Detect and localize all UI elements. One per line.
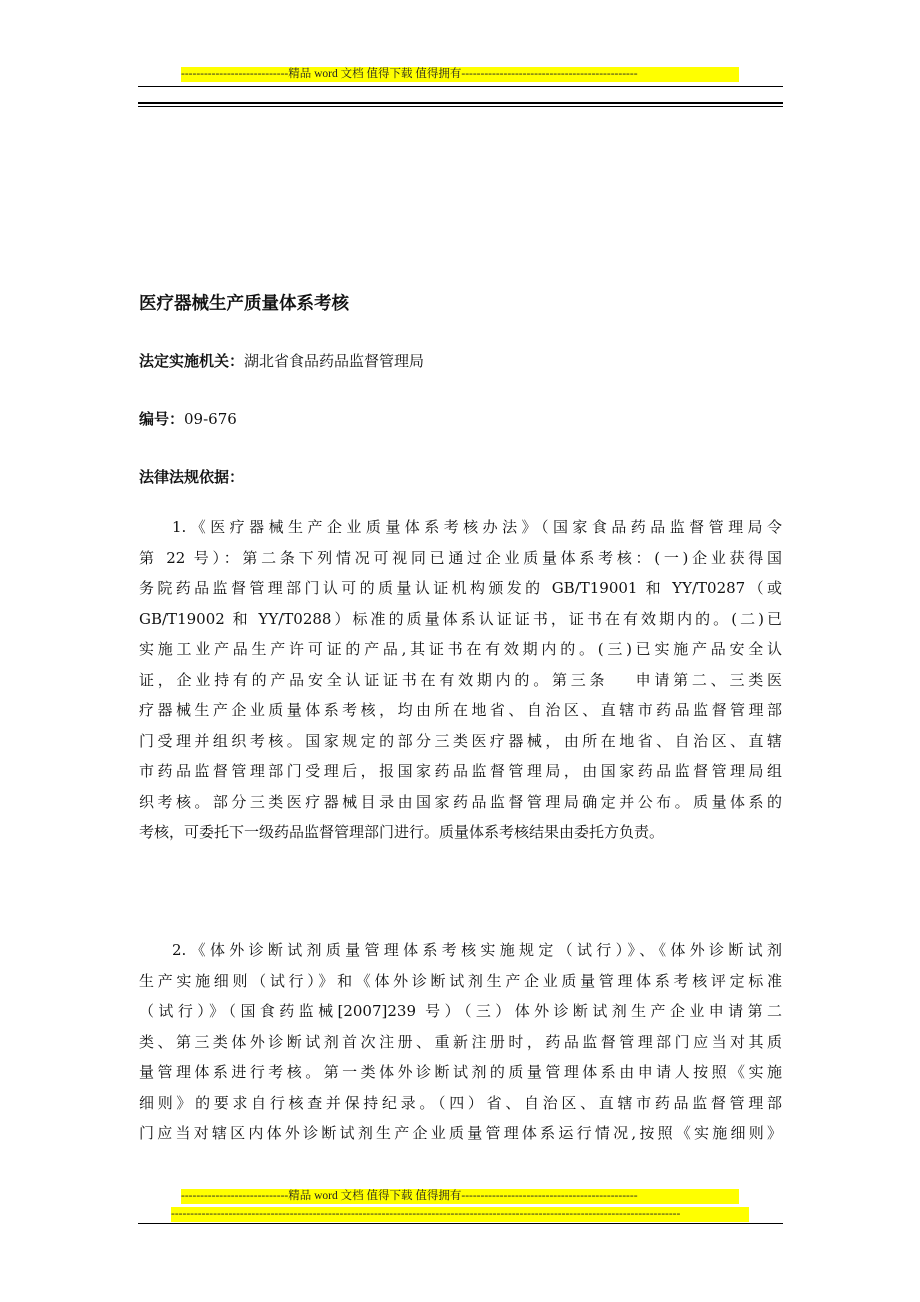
field-legal-basis-label: 法律法规依据：	[139, 468, 245, 486]
paragraph-line: GB/T19002 和 YY/T0288）标准的质量体系认证证书，证书在有效期内的。(二)已	[139, 609, 782, 628]
field-legal-basis	[139, 466, 244, 487]
field-number	[139, 408, 237, 429]
field-number-label: 编号：	[139, 410, 185, 428]
field-number-value: 09-676	[184, 410, 237, 428]
header-rule	[138, 86, 783, 87]
paragraph-line: 证，企业持有的产品安全认证证书在有效期内的。第三条 申请第二、三类医	[139, 670, 782, 689]
paragraph-line: 量管理体系进行考核。第一类体外诊断试剂的质量管理体系由申请人按照《实施	[139, 1063, 782, 1081]
footer-banner-dashes: -------------------------------------------------------------------------------------------------------------------------------------	[171, 1207, 749, 1222]
paragraph-line: 门受理并组织考核。国家规定的部分三类医疗器械，由所在地省、自治区、直辖	[139, 731, 782, 750]
footer-banner: ----------------------------精品 word 文档 值得下载 值得拥有----------------------------------------------	[181, 1189, 739, 1204]
header-banner: ----------------------------精品 word 文档 值得下载 值得拥有----------------------------------------------	[181, 67, 739, 82]
paragraph-line: 疗器械生产企业质量体系考核，均由所在地省、自治区、直辖市药品监督管理部	[139, 701, 782, 719]
paragraph-line: 考核，可委托下一级药品监督管理部门进行。质量体系考核结果由委托方负责。	[139, 823, 665, 841]
paragraph-line: 第 22 号）：第二条下列情况可视同已通过企业质量体系考核：(一)企业获得国	[139, 548, 782, 567]
field-authority-label: 法定实施机关：	[139, 352, 245, 370]
paragraph-1	[139, 512, 782, 848]
paragraph-line: 生产实施细则（试行）》和《体外诊断试剂生产企业质量管理体系考核评定标准	[139, 971, 782, 990]
paragraph-line: 门应当对辖区内体外诊断试剂生产企业质量管理体系运行情况,按照《实施细则》	[139, 1124, 782, 1142]
header-double-rule-thick	[138, 102, 783, 104]
paragraph-line: 市药品监督管理部门受理后，报国家药品监督管理局，由国家药品监督管理局组	[139, 762, 782, 780]
document-title: 医疗器械生产质量体系考核	[139, 294, 349, 314]
paragraph-line: 2.《体外诊断试剂质量管理体系考核实施规定（试行）》、《体外诊断试剂	[172, 941, 782, 959]
paragraph-line: 1.《医疗器械生产企业质量体系考核办法》（国家食品药品监督管理局令	[172, 518, 782, 536]
header-double-rule-thin	[138, 106, 783, 107]
field-authority	[139, 350, 424, 371]
paragraph-line: 细则》的要求自行核查并保持纪录。（四）省、自治区、直辖市药品监督管理部	[139, 1093, 782, 1112]
paragraph-line: （试行）》（国食药监械[2007]239 号）（三）体外诊断试剂生产企业申请第二	[139, 1002, 782, 1020]
field-authority-value: 湖北省食品药品监督管理局	[244, 352, 425, 370]
paragraph-line: 实施工业产品生产许可证的产品,其证书在有效期内的。(三)已实施产品安全认	[139, 640, 782, 658]
paragraph-line: 务院药品监督管理部门认可的质量认证机构颁发的 GB/T19001 和 YY/T0287（或	[139, 579, 782, 597]
paragraph-line: 织考核。部分三类医疗器械目录由国家药品监督管理局确定并公布。质量体系的	[139, 792, 782, 811]
paragraph-line: 类、第三类体外诊断试剂首次注册、重新注册时，药品监督管理部门应当对其质	[139, 1032, 782, 1051]
footer-rule	[138, 1223, 783, 1224]
paragraph-2	[139, 935, 782, 1149]
